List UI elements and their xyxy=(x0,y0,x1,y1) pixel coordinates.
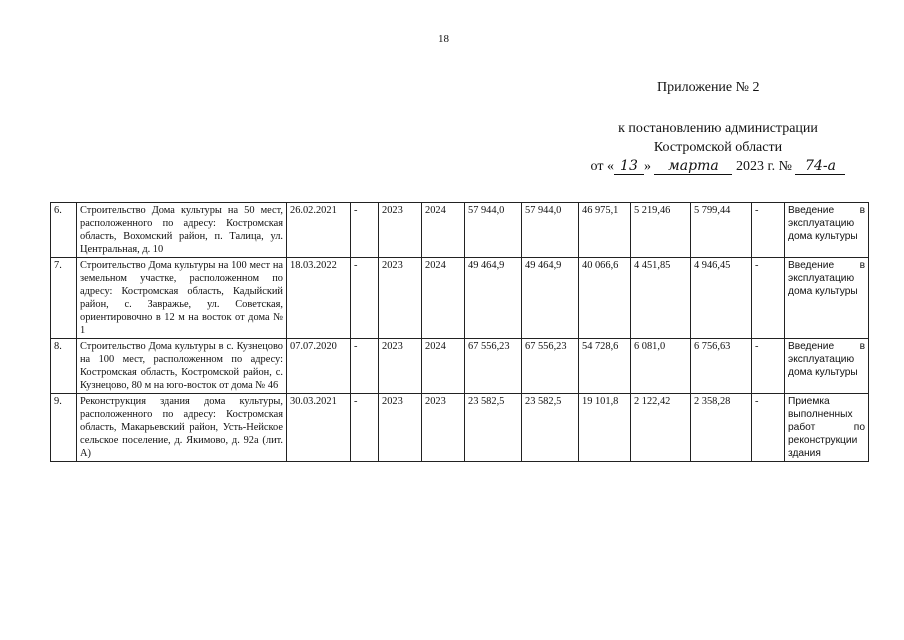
expected-result-cell: Введение в эксплуатацию дома культуры xyxy=(785,258,869,339)
empty-marker-cell: - xyxy=(351,258,379,339)
regional-funds-cell: 4 451,85 xyxy=(631,258,691,339)
start-year-cell: 2023 xyxy=(379,394,422,462)
decision-date-cell: 30.03.2021 xyxy=(287,394,351,462)
decree-line-2: Костромской области xyxy=(653,140,783,155)
start-year-cell: 2023 xyxy=(379,258,422,339)
total-cost-cell: 49 464,9 xyxy=(465,258,522,339)
decision-date-cell: 26.02.2021 xyxy=(287,203,351,258)
table-row xyxy=(51,203,869,258)
project-description-cell: Реконструкция здания дома культуры, расположенного по адресу: Костромская область, Макарьевский район, Усть-Нейское сельское поселение, д. Якимово, д. 92а (лит. А) xyxy=(77,394,287,462)
regional-funds-cell: 2 122,42 xyxy=(631,394,691,462)
other-funds-marker-cell: - xyxy=(752,339,785,394)
row-number-cell: 9. xyxy=(51,394,77,462)
local-funds-cell: 2 358,28 xyxy=(691,394,752,462)
projects-table xyxy=(50,202,869,462)
end-year-cell: 2024 xyxy=(422,339,465,394)
start-year-cell: 2023 xyxy=(379,339,422,394)
federal-funds-cell: 54 728,6 xyxy=(579,339,631,394)
date-mid: » xyxy=(643,159,651,174)
decision-date-cell: 07.07.2020 xyxy=(287,339,351,394)
funding-total-cell: 49 464,9 xyxy=(522,258,579,339)
table-row xyxy=(51,339,869,394)
regional-funds-cell: 6 081,0 xyxy=(631,339,691,394)
local-funds-cell: 6 756,63 xyxy=(691,339,752,394)
federal-funds-cell: 40 066,6 xyxy=(579,258,631,339)
date-year: 2023 г. № xyxy=(735,159,792,174)
row-number-cell: 7. xyxy=(51,258,77,339)
decree-line-1: к постановлению администрации xyxy=(618,121,818,136)
start-year-cell: 2023 xyxy=(379,203,422,258)
row-number-cell: 8. xyxy=(51,339,77,394)
end-year-cell: 2024 xyxy=(422,203,465,258)
decree-reference xyxy=(588,119,848,176)
table-row xyxy=(51,394,869,462)
appendix-title: Приложение № 2 xyxy=(657,80,760,95)
page-number: 18 xyxy=(438,33,449,45)
federal-funds-cell: 46 975,1 xyxy=(579,203,631,258)
project-description-cell: Строительство Дома культуры в с. Кузнецово на 100 мест, расположенном по адресу: Костромская область, Костромской район, с. Кузнецово, 80 м на юго-восток от дома № 46 xyxy=(77,339,287,394)
expected-result-cell: Приемка выполненных работ по реконструкции здания xyxy=(785,394,869,462)
empty-marker-cell: - xyxy=(351,203,379,258)
decree-date-line xyxy=(588,157,848,176)
other-funds-marker-cell: - xyxy=(752,203,785,258)
total-cost-cell: 57 944,0 xyxy=(465,203,522,258)
expected-result-cell: Введение в эксплуатацию дома культуры xyxy=(785,339,869,394)
handwritten-day: 13 xyxy=(614,159,644,175)
projects-table-body xyxy=(51,203,869,462)
project-description-cell: Строительство Дома культуры на 100 мест на земельном участке, расположенном по адресу: Костромская область, Кадыйский район, с. Завражье, ул. Советская, ориентировочно в 12 м на восток от дома № 1 xyxy=(77,258,287,339)
date-prefix: от « xyxy=(590,159,614,174)
local-funds-cell: 5 799,44 xyxy=(691,203,752,258)
empty-marker-cell: - xyxy=(351,394,379,462)
total-cost-cell: 23 582,5 xyxy=(465,394,522,462)
other-funds-marker-cell: - xyxy=(752,394,785,462)
expected-result-cell: Введение в эксплуатацию дома культуры xyxy=(785,203,869,258)
funding-total-cell: 67 556,23 xyxy=(522,339,579,394)
end-year-cell: 2024 xyxy=(422,258,465,339)
project-description-cell: Строительство Дома культуры на 50 мест, расположенного по адресу: Костромская область, Вохомский район, п. Талица, ул. Центральная, д. 10 xyxy=(77,203,287,258)
handwritten-number: 74-а xyxy=(795,159,845,175)
row-number-cell: 6. xyxy=(51,203,77,258)
total-cost-cell: 67 556,23 xyxy=(465,339,522,394)
end-year-cell: 2023 xyxy=(422,394,465,462)
local-funds-cell: 4 946,45 xyxy=(691,258,752,339)
other-funds-marker-cell: - xyxy=(752,258,785,339)
handwritten-month: марта xyxy=(654,159,732,175)
table-row xyxy=(51,258,869,339)
funding-total-cell: 23 582,5 xyxy=(522,394,579,462)
empty-marker-cell: - xyxy=(351,339,379,394)
regional-funds-cell: 5 219,46 xyxy=(631,203,691,258)
decision-date-cell: 18.03.2022 xyxy=(287,258,351,339)
funding-total-cell: 57 944,0 xyxy=(522,203,579,258)
federal-funds-cell: 19 101,8 xyxy=(579,394,631,462)
